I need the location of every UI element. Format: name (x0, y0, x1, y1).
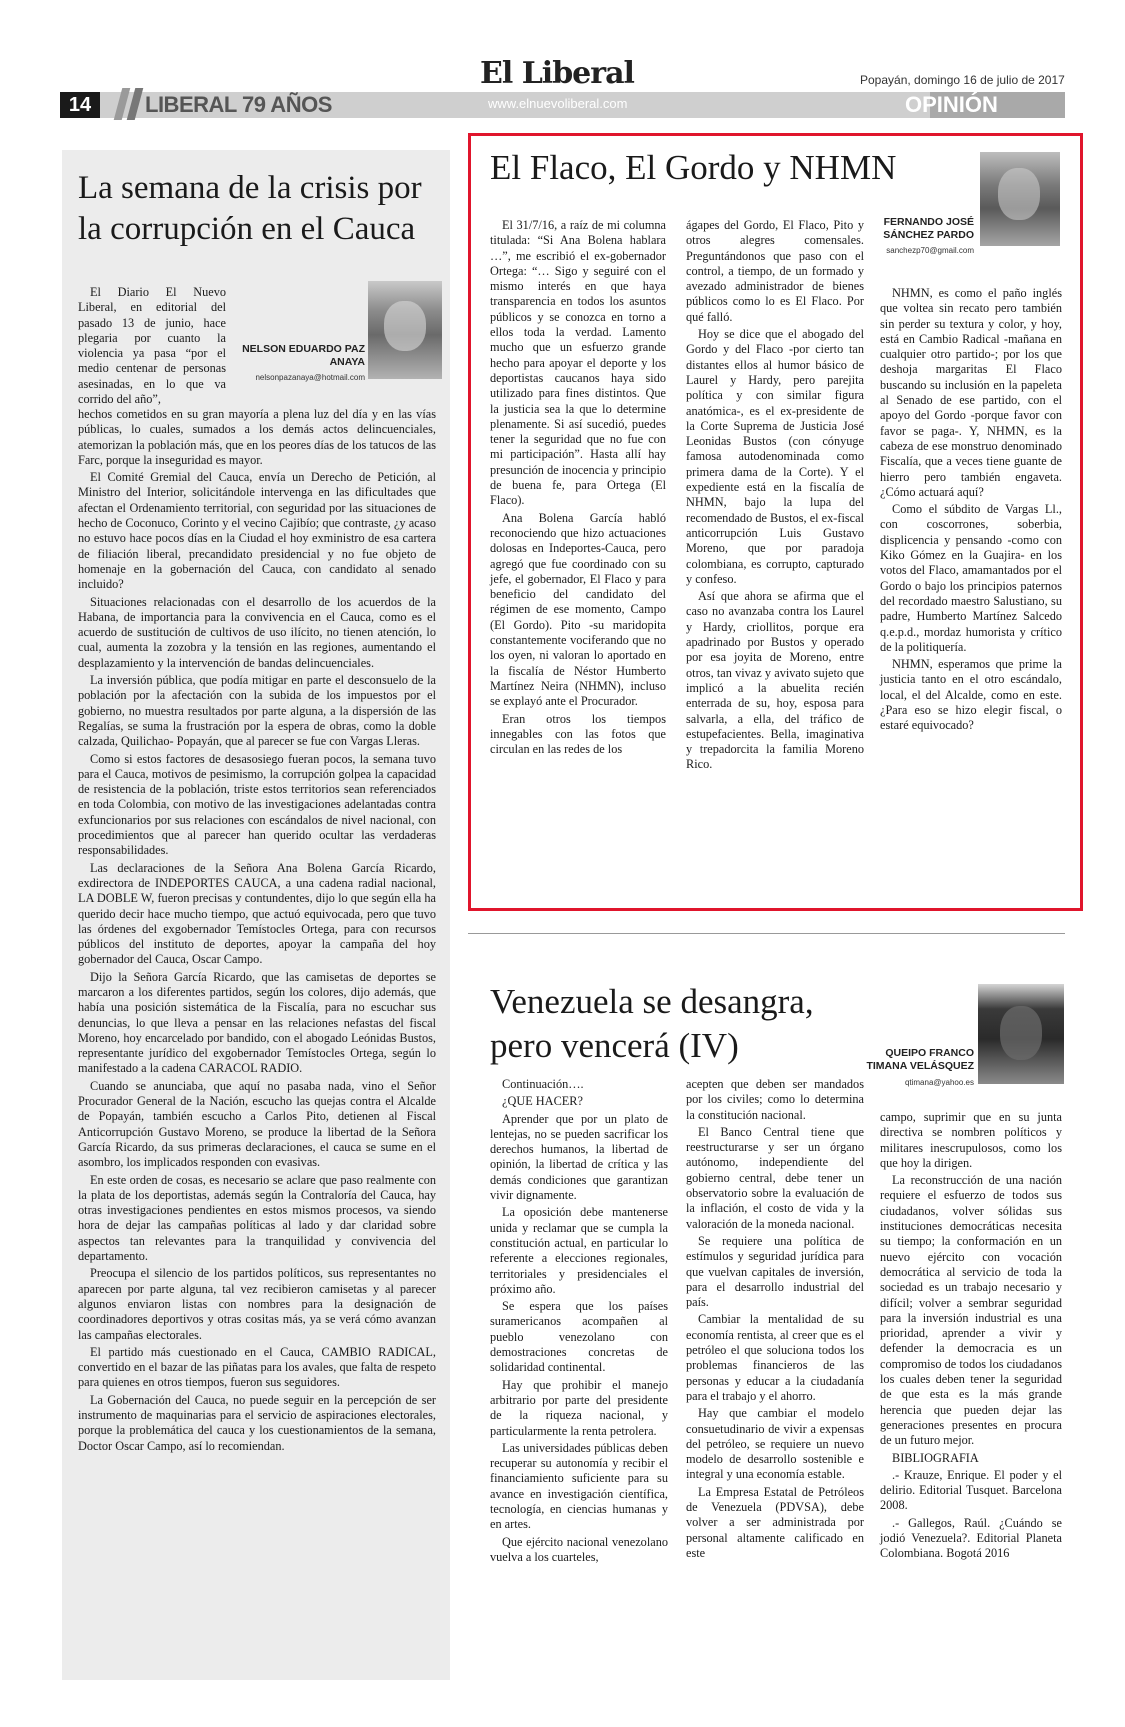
paragraph: Como si estos factores de desasosiego fueran pocos, la semana tuvo para el Cauca, motivos de pesimismo, la corrupción golpea la capacidad de resistencia de la población, triste estos territorios sean referenciados en toda Colombia, con motivo de las investigaciones adelantadas contra exfuncionarios por sus relaciones con escándalos de nivel nacional, con procedimientos que al parecer han querido ocultar las verdaderas responsabilidades. (78, 751, 436, 858)
paragraph: ágapes del Gordo, El Flaco, Pito y otros alegres comensales. Preguntándonos que paso con el control, a tiempo, de un formado y avezado administrador de bienes públicos como lo es El Flaco. Por qué falló. (686, 218, 864, 324)
logo-text: El Liberal (480, 56, 634, 91)
section-divider (468, 933, 1065, 934)
paragraph: NHMN, es como el paño inglés que voltea sin recato pero también sin perder su textura y color, y hoy, está en Cambio Radical -mañana en cualquier otro partido-; por los que deshoja margaritas El Flaco buscando su inclusión en la papeleta al Senado de ese partido, con el apoyo del Gordo -porque favor con favor se paga-. Y, NHMN, es la cabeza de ese monstruo denominado Fiscalía, que a veces tiene guante de hierro pero también engaveta. ¿Cómo actuará aquí? (880, 286, 1062, 499)
bottom-right-column-3 (880, 1110, 1062, 1564)
left-article-body (78, 407, 436, 1456)
paragraph: Así que ahora se afirma que el caso no avanzaba contra los Laurel y Hardy, criollitos, porque era apadrinado por Bustos y operado por esa joyita de Moreno, entre otros, tan vivaz y avivato sujeto que implicó a la abuelita recién enterrada de su, hoy, esposa para salvarla, a ella, del tráfico de estupefacientes. Bella, imaginativa y trepadorcita la familia Moreno Rico. (686, 589, 864, 772)
newspaper-logo (480, 56, 634, 91)
bottom-right-column-1 (490, 1077, 668, 1567)
top-right-article-title: El Flaco, El Gordo y NHMN (490, 148, 897, 187)
paragraph: La Gobernación del Cauca, no puede seguir en la percepción de ser instrumento de maquinarias para el servicio de aspiraciones electorales, porque la problemática del cauca y los cuestionamientos de la semana, Doctor Oscar Campo, así lo recomiendan. (78, 1392, 436, 1453)
section-left-label: LIBERAL 79 AÑOS (145, 92, 332, 117)
paragraph: Que ejército nacional venezolano vuelva a los cuarteles, (490, 1534, 668, 1564)
left-article-lead: El Diario El Nuevo Liberal, en editorial del pasado 13 de junio, hace plegaria por cuanto la violencia ya pasa “por el medio centenar de personas asesinadas, en lo que va corrido del año”, (78, 285, 226, 407)
top-right-column-3 (880, 286, 1062, 736)
paragraph: El Banco Central tiene que reestructurarse y ser un órgano autónomo, independiente del gobierno central, debe tener un observatorio sobre la evaluación de la inflación, el costo de vida y la valoración de la moneda nacional. (686, 1124, 864, 1231)
paragraph: Hay que cambiar el modelo consuetudinario de vivir a expensas del petróleo, se requiere un nuevo modelo de desarrollo sostenible e integral y una economía estable. (686, 1406, 864, 1482)
paragraph: hechos cometidos en su gran mayoría a plena luz del día y en las vías públicas, lo cuales, sumados a los demás actos delincuenciales, atemorizan la población más, que en los peores días de los tatucos de las Farc, porque la inseguridad es mayor. (78, 407, 436, 467)
paragraph: Ana Bolena García habló reconociendo que hizo actuaciones dolosas en Indeportes-Cauca, pero agregó que fue coordinado con su jefe, el gobernador, El Flaco y para beneficio del candidato del régimen de ese momento, Campo (El Gordo). Pito -su maridopita constantemente vociferando que no los oyen, ni valoran lo aportado en la fiscalía de Néstor Humberto Martínez Neira (NHMN), incluso se explayó ante el Procurador. (490, 510, 666, 709)
paragraph: Situaciones relacionadas con el desarrollo de los acuerdos de la Habana, de importancia para la convivencia en el Cauca, como es el acuerdo de sustitución de cultivos de uso ilícito, no tienen atención, lo cual, aumenta la zozobra y la tensión en las regiones, aumentando el desplazamiento y la intervención de bandas delincuenciales. (78, 594, 436, 670)
paragraph: El 31/7/16, a raíz de mi columna titulada: “Si Ana Bolena hablara …”, me escribió el ex-gobernador Ortega: “… Sigo y seguiré con el mismo interés en que haya transparencia en todos los asuntos públicos y se conozca en torno a ellos toda la verdad. Lamento mucho que un esfuerzo grande hecho para apoyar el deporte y los deportistas caucanos haya sido utilizado para fines distintos. Que la justicia sea la que lo determine plenamente. Si así sucedió, puedes tener la seguridad que no fue con mi participación”. Hasta allí hay presunción de inocencia y principio de buena fe, para Ortega (El Flaco). (490, 218, 666, 508)
left-article-author: NELSON EDUARDO PAZ ANAYA (242, 343, 365, 368)
website-url: www.elnuevoliberal.com (488, 96, 628, 111)
author-photo-bottom-right (978, 984, 1064, 1084)
author-photo-left (368, 281, 442, 379)
paragraph: Hoy se dice que el abogado del Gordo y del Flaco -por cierto tan distantes ellos al humor básico de Laurel y Hardy, pero parejita política y con similar figura anatómica-, es el ex-presidente de la Corte Suprema de Justicia José Leonidas Bustos (con cónyuge famosa autodenominada como primera dama de la Corte). Y el expediente está en la fiscalía de NHMN, bajo la lupa del recomendado de Bustos, el ex-fiscal anticorrupción Luis Gustavo Moreno, que por paradoja colombiana, es corrupto, capturado y confeso. (686, 327, 864, 586)
paragraph: El partido más cuestionado en el Cauca, CAMBIO RADICAL, convertido en el bazar de las piñatas para los avales, que falta de respeto para quienes en otros tiempos, fueron sus seguidores. (78, 1344, 436, 1390)
left-article-email: nelsonpazanaya@hotmail.com (255, 373, 365, 382)
top-right-column-1 (490, 218, 666, 759)
paragraph: Eran otros los tiempos innegables con las fotos que circulan en las redes de los (490, 711, 666, 757)
paragraph: Preocupa el silencio de los partidos políticos, sus representantes no aparecen por parte alguna, tal vez recibieron camisetas y al parecer algunos enviaron listas con nombres para la designación de coordinadores deportivos y otras cositas más, ya se verá cómo avanzan las campañas electorales. (78, 1266, 436, 1342)
paragraph: La oposición debe mantenerse unida y reclamar que se cumpla la constitución actual, en particular lo referente a elecciones regionales, territoriales y presidenciales el próximo año. (490, 1205, 668, 1296)
section-right-label: OPINIÓN (905, 92, 998, 117)
top-right-article-email: sanchezp70@gmail.com (886, 246, 974, 255)
paragraph: El Comité Gremial del Cauca, envía un Derecho de Petición, al Ministro del Interior, solicitándole intervenga en las dificultades que afectan el Ordenamiento territorial, con seguridad por las situaciones de hecho de Coconuco, Corinto y el vecino Cajibío; que contraste, ¿y acaso no estuvo hace pocos días en la Ciudad el hoy exministro de esa cartera de filiación liberal, precandidato presidencial y no fue objeto de homenaje en la gobernación del Cauca, con candidato al senado incluido? (78, 470, 436, 592)
top-right-article-author: FERNANDO JOSÉ SÁNCHEZ PARDO (883, 216, 974, 241)
bottom-right-column-2 (686, 1077, 864, 1563)
paragraph: En este orden de cosas, es necesario se aclare que paso realmente con la plata de los deportistas, además según la Contraloría del Cauca, hay otras investigaciones pendientes en estos mismos procesos, va siendo hora de dejar las campañas políticas al lado y dar claridad sobre aspectos tan relevantes para la tranquilidad y convivencia del departamento. (78, 1172, 436, 1264)
paragraph: La inversión pública, que podía mitigar en parte el desconsuelo de la población por la afectación con la subida de los impuestos por el gobierno, no muestra resultados por parte alguna, a la dispersión de las Regalías, se suma la frustración por la espera de obras, como la doble calzada, Quilichao- Popayán, que al parecer se fue con Vargas Lleras. (78, 673, 436, 749)
paragraph: NHMN, esperamos que prime la justicia tanto en el otro escándalo, local, el del Alcalde, como en este. ¿Para eso se hizo elegir fiscal, o estaré equivocado? (880, 657, 1062, 733)
paragraph: Como el súbdito de Vargas Ll., con coscorrones, soberbia, displicencia y pensando -como con Kiko Gómez en la Guajira- en los votos del Flaco, amamantados por el Gordo o bajo los principios paternos del recordado maestro Salustiano, su padre, Humberto Martínez Salcedo q.e.p.d., mordaz humorista y crítico de la politiquería. (880, 502, 1062, 654)
paragraph: La reconstrucción de una nación requiere el esfuerzo de todos sus ciudadanos, volver sólidas sus instituciones democráticas necesita su tiempo; la conformación en un nuevo ejército con vocación democrática al servicio de toda la sociedad es un trabajo necesario y difícil; volver a sembrar seguridad para la inversión industrial es una prioridad, aprender a vivir y defender la democracia es un compromiso de todos los ciudadanos los cuales deben tener la seguridad de que esta es la más grande herencia que pueden dejar las generaciones presentes en procura de un futuro mejor. (880, 1173, 1062, 1448)
paragraph: Dijo la Señora García Ricardo, que las camisetas de deportes se marcaron a los diferentes partidos, según los colores, dijo además, que había una posición sistemática de la Fiscalía, para no escuchar sus denuncias, lo que lleva a pensar en las relaciones nefastas del fiscal Moreno, hoy encarcelado por bandido, con el abogado Leónidas Bustos, representante jurídico del exgobernador Temístocles Ortega, según lo manifestado a la cadena CARACOL RADIO. (78, 969, 436, 1076)
author-photo-top-right (980, 152, 1060, 246)
paragraph: Las declaraciones de la Señora Ana Bolena García Ricardo, exdirectora de INDEPORTES CAUCA, a una cadena radial nacional, LA DOBLE W, fueron precisas y contundentes, dijo lo que según ella ha querido decir hace mucho tiempo, que actuó equivocada, pero que tuvo las órdenes del exgobernador Temístocles Ortega, para con recursos públicos del instituto de deportes, apoyar la campaña del hoy gobernador del Cauca, Oscar Campo. (78, 860, 436, 967)
paragraph: Hay que prohibir el manejo arbitrario por parte del presidente de la riqueza nacional, y particularmente la renta petrolera. (490, 1377, 668, 1438)
paragraph: Continuación…. (502, 1077, 584, 1091)
bibliography-item: .- Gallegos, Raúl. ¿Cuándo se jodió Venezuela?. Editorial Planeta Colombiana. Bogotá 2016 (880, 1515, 1062, 1561)
issue-date: Popayán, domingo 16 de julio de 2017 (860, 73, 1065, 87)
paragraph: Aprender que por un plato de lentejas, no se pueden sacrificar los derechos humanos, la libertad de opinión, la libertad de crítica y las demás condiciones que garantizan vivir dignamente. (490, 1111, 668, 1203)
paragraph: Se espera que los países suramericanos acompañen al pueblo venezolano con demostraciones concretas de solidaridad continental. (490, 1299, 668, 1375)
page-header (0, 0, 1125, 130)
paragraph: Las universidades públicas deben recuperar su autonomía y recibir el financiamiento suficiente para su avance en investigación científica, tecnología, en ciencias humanas y en artes. (490, 1440, 668, 1532)
paragraph: La Empresa Estatal de Petróleos de Venezuela (PDVSA), debe volver a ser administrada por personal altamente calificado en este (686, 1484, 864, 1560)
paragraph: Se requiere una política de estímulos y seguridad jurídica para que vuelvan capitales de inversión, para el desarrollo industrial del país. (686, 1233, 864, 1310)
paragraph: campo, suprimir que en su junta directiva se nombren políticos y militares inescrupulosos, como los que hoy la dirigen. (880, 1110, 1062, 1170)
bottom-right-article-email: qtimana@yahoo.es (904, 1078, 974, 1087)
paragraph: ¿QUE HACER? (502, 1094, 583, 1109)
page-number: 14 (60, 92, 100, 118)
top-right-column-2 (686, 218, 864, 775)
paragraph: acepten que deben ser mandados por los civiles; como lo determina la constitución nacional. (686, 1077, 864, 1122)
bibliography-heading: BIBLIOGRAFIA (892, 1450, 979, 1465)
paragraph: Cuando se anunciaba, que aquí no pasaba nada, vino el Señor Procurador General de la Nación, escucho las quejas contra el Alcalde de Popayán, también escucho a Carlos Pito, detienen al Fiscal Anticorrupción Gustavo Moreno, se produce la libertad de la Señora García Ricardo, da sus primeras declaraciones, el cauca se sume en el asombro, los implicados responden con evasivas. (78, 1078, 436, 1170)
bottom-right-article-author: QUEIPO FRANCO TIMANA VELÁSQUEZ (866, 1047, 974, 1072)
bottom-right-article-title: Venezuela se desangra, pero vencerá (IV) (490, 982, 814, 1065)
bibliography-item: .- Krauze, Enrique. El poder y el delirio. Editorial Tusquet. Barcelona 2008. (880, 1467, 1062, 1513)
left-article-title: La semana de la crisis por la corrupción en el Cauca (78, 170, 422, 247)
paragraph: Cambiar la mentalidad de su economía rentista, al creer que es el petróleo el que soluciona todos los problemas financieros de las personas y educar a la ciudadanía para el trabajo y el ahorro. (686, 1312, 864, 1403)
